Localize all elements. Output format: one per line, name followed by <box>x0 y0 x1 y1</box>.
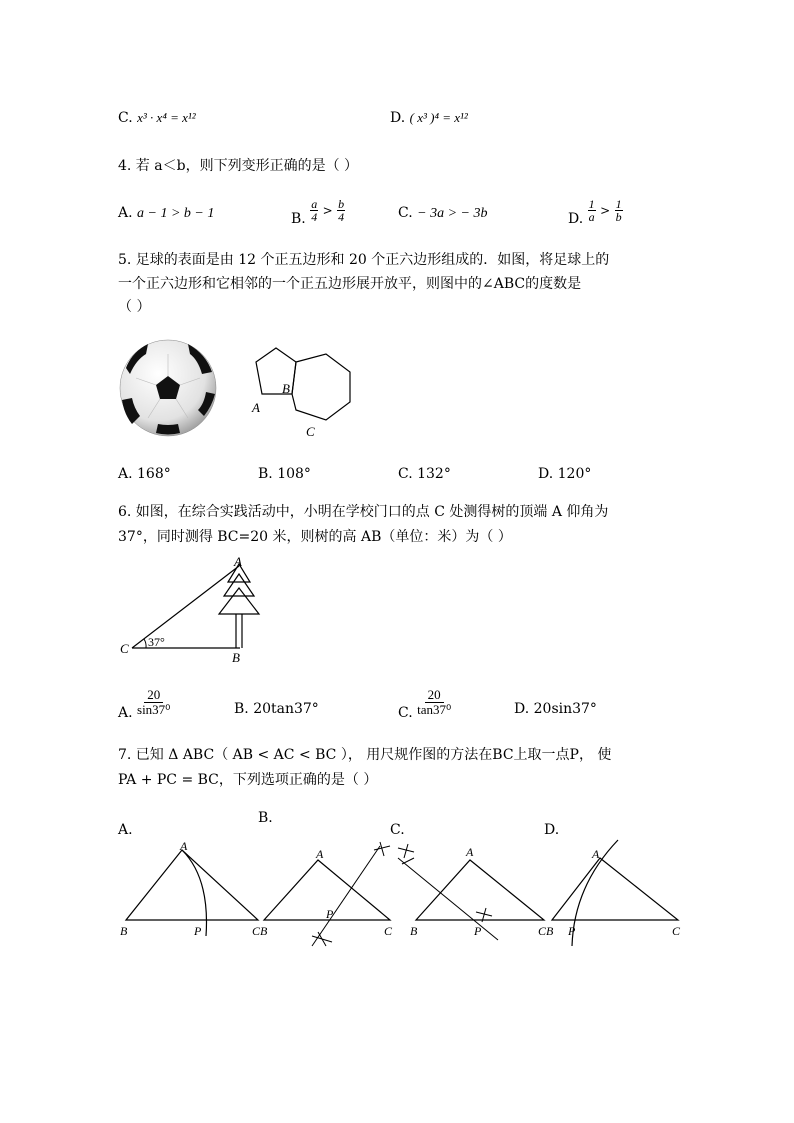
option-expression: ( x³ )⁴ = x¹² <box>409 110 468 125</box>
svg-text:P: P <box>326 907 334 921</box>
q5-option-a: A. 168° <box>118 466 171 482</box>
svg-text:A: A <box>316 847 324 861</box>
operator: > <box>322 203 333 218</box>
q6-option-c <box>398 687 452 721</box>
fraction-numerator: 1 <box>615 197 622 211</box>
label-a: A <box>252 400 260 415</box>
q5-option-d: D. 120° <box>538 466 592 482</box>
q7-stem-line1: 7. 已知 Δ ABC（ AB < AC < BC ）， 用尺规作图的方法在BC上取一点P， 使 <box>118 747 612 763</box>
q5-option-b: B. 108° <box>258 466 311 482</box>
q7-stem-line2: PA + PC = BC，下列选项正确的是（ ） <box>118 772 378 788</box>
label-a: A <box>234 554 242 569</box>
q7-label-d: D. <box>544 822 560 838</box>
q5-stem-line2: 一个正六边形和它相邻的一个正五边形展开放平，则图中的∠ABC的度数是 <box>118 276 582 292</box>
option-label: D. <box>568 210 584 227</box>
tree-elevation-figure <box>116 552 276 668</box>
q4-option-a <box>118 203 214 224</box>
label-c: C <box>120 641 129 656</box>
option-label: C. <box>398 704 413 721</box>
label-b: B <box>282 381 290 396</box>
option-label: C. <box>398 205 413 221</box>
fraction-denominator: sin37⁰ <box>137 702 171 717</box>
q5-stem-line3: （ ） <box>118 299 151 315</box>
fraction-denominator: 4 <box>338 210 345 224</box>
svg-text:B: B <box>120 924 128 938</box>
figure-c <box>398 844 554 940</box>
fraction-denominator: tan37⁰ <box>417 702 452 717</box>
q4-option-d <box>568 197 623 227</box>
option-label: A. <box>118 205 133 221</box>
svg-text:CB: CB <box>252 924 268 938</box>
option-label: B. <box>291 210 306 227</box>
option-expression: x³ · x⁴ = x¹² <box>137 110 196 125</box>
q7-label-b: B. <box>258 810 273 826</box>
svg-text:P: P <box>194 924 202 938</box>
q5-stem-line1: 5. 足球的表面是由 12 个正五边形和 20 个正六边形组成的．如图，将足球上的 <box>118 252 610 268</box>
option-expression: − 3a > − 3b <box>417 206 488 221</box>
svg-text:A: A <box>592 847 600 861</box>
fraction-numerator: 1 <box>588 197 595 211</box>
construction-figures <box>112 836 692 948</box>
svg-text:P: P <box>474 924 482 938</box>
fraction-numerator: a <box>311 197 318 211</box>
angle-label: 37° <box>148 635 165 649</box>
label-c: C <box>306 424 315 439</box>
svg-text:CB: CB <box>538 924 554 938</box>
q3-option-c <box>118 108 196 128</box>
q4-option-b <box>291 197 345 227</box>
fraction-denominator: b <box>615 210 622 224</box>
q7-label-a: A. <box>118 822 133 838</box>
q6-stem-line2: 37°，同时测得 BC=20 米，则树的高 AB（单位：米）为（ ） <box>118 529 512 545</box>
soccer-ball-image <box>118 338 218 438</box>
figure-a <box>120 839 258 938</box>
figure-b <box>252 842 393 946</box>
fraction-numerator: 20 <box>144 688 163 703</box>
q7-label-c: C. <box>390 822 405 838</box>
svg-text:B: B <box>410 924 418 938</box>
figure-d <box>552 840 681 946</box>
q6-option-a <box>118 687 171 721</box>
q4-option-c <box>398 203 487 224</box>
operator: > <box>600 203 611 218</box>
q4-stem: 4. 若 a＜b，则下列变形正确的是（ ） <box>118 158 359 174</box>
fraction-denominator: 4 <box>311 210 318 224</box>
svg-text:P: P <box>568 924 576 938</box>
q5-option-c: C. 132° <box>398 466 451 482</box>
q6-option-b: B. 20tan37° <box>234 701 319 717</box>
svg-text:C: C <box>672 924 681 938</box>
q6-stem-line1: 6. 如图，在综合实践活动中，小明在学校门口的点 C 处测得树的顶端 A 仰角为 <box>118 504 609 520</box>
label-b: B <box>232 650 240 665</box>
pentagon-hexagon-figure <box>246 340 366 440</box>
option-label: C. <box>118 110 133 126</box>
fraction-denominator: a <box>588 210 595 224</box>
option-label: A. <box>118 704 133 721</box>
fraction-numerator: b <box>338 197 345 211</box>
fraction-numerator: 20 <box>425 688 444 703</box>
svg-text:A: A <box>466 845 474 859</box>
svg-text:C: C <box>384 924 393 938</box>
option-label: D. <box>390 110 406 126</box>
option-expression: a − 1 > b − 1 <box>137 206 215 221</box>
q6-option-d: D. 20sin37° <box>514 701 597 717</box>
svg-text:A: A <box>180 839 188 853</box>
q3-option-d <box>390 108 468 128</box>
